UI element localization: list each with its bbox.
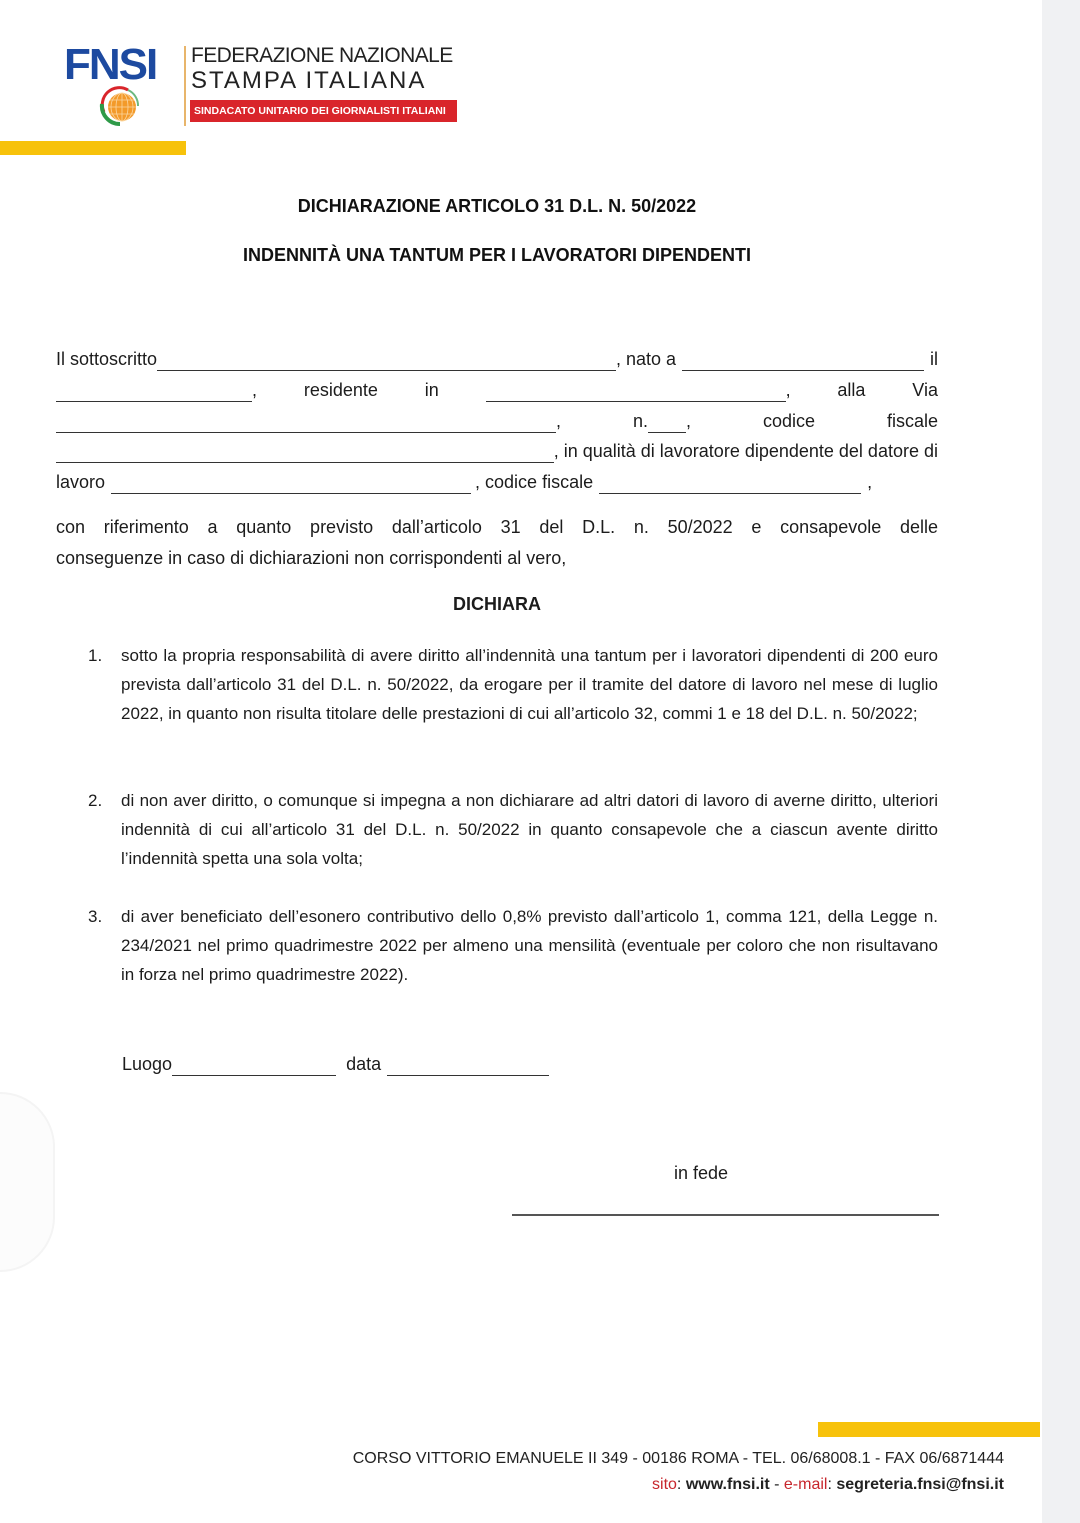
site-label: sito bbox=[652, 1476, 677, 1493]
data-label: data bbox=[346, 1054, 382, 1074]
data-field[interactable] bbox=[387, 1054, 549, 1076]
nato-label: , nato a bbox=[615, 349, 676, 369]
n-label: n. bbox=[632, 411, 648, 431]
comma: , bbox=[685, 411, 691, 431]
via-group bbox=[56, 409, 561, 433]
fiscale-label: fiscale bbox=[886, 411, 938, 431]
logo-tagline: SINDACATO UNITARIO DEI GIORNALISTI ITALIANI bbox=[190, 100, 457, 122]
alla-label: alla bbox=[837, 380, 866, 400]
item-text: sotto la propria responsabilità di avere diritto all’indennità una tantum per i lavoratori dipendenti di 200 euro prevista dall’articolo 31 del D.L. n. 50/2022, da erogare per il tramite del datore di lavoro nel mese di luglio 2022, in quanto non risulta titolare delle prestazioni di cui all’articolo 32, commi 1 e 18 del D.L. n. 50/2022; bbox=[121, 646, 938, 723]
colon: : bbox=[676, 1476, 686, 1493]
residente-label: residente bbox=[303, 380, 378, 400]
faint-overlay-shape bbox=[0, 1092, 55, 1272]
in-fede-label: in fede bbox=[674, 1163, 729, 1183]
document-subtitle: INDENNITÀ UNA TANTUM PER I LAVORATORI DIPENDENTI bbox=[243, 245, 751, 265]
luogo-data-row bbox=[122, 1046, 559, 1076]
preamble-line-1: con riferimento a quanto previsto dall’articolo 31 del D.L. n. 50/2022 e consapevole delle bbox=[56, 517, 938, 537]
header-accent-bar bbox=[0, 141, 186, 155]
sottoscritto-label: Il sottoscritto bbox=[56, 349, 158, 369]
comma: , bbox=[867, 472, 873, 492]
item-number: 2. bbox=[88, 791, 103, 810]
item-number: 1. bbox=[88, 646, 103, 665]
luogo-nascita-field[interactable] bbox=[682, 349, 924, 371]
viewer-side-strip bbox=[1042, 0, 1080, 1523]
logo-line2: STAMPA ITALIANA bbox=[191, 67, 427, 94]
data-nascita-field[interactable] bbox=[56, 380, 252, 402]
footer-separator: - bbox=[769, 1476, 784, 1493]
item-number: 3. bbox=[88, 907, 103, 926]
form-row-2 bbox=[56, 371, 938, 402]
fnsi-logo bbox=[64, 42, 464, 132]
il-label: il bbox=[930, 349, 938, 369]
codice-fiscale-field[interactable] bbox=[56, 441, 554, 463]
codice-fiscale-label: , codice fiscale bbox=[475, 472, 594, 492]
codice-fiscale-datore-field[interactable] bbox=[599, 472, 861, 494]
form-row-3 bbox=[56, 402, 938, 433]
email-link[interactable]: segreteria.fnsi@fnsi.it bbox=[836, 1476, 1004, 1493]
item-text: di aver beneficiato dell’esonero contributivo dello 0,8% previsto dall’articolo 1, comma 121, della Legge n. 234/2021 nel primo quadrimestre 2022 per almeno una mensilità (eventuale per coloro che non risultavano in forza nel primo quadrimestre 2022). bbox=[121, 907, 938, 984]
lavoro-label: lavoro bbox=[56, 472, 106, 492]
residenza-field[interactable] bbox=[486, 380, 786, 402]
via-field[interactable] bbox=[56, 411, 556, 433]
comma: , bbox=[556, 411, 562, 431]
logo-line1: FEDERAZIONE NAZIONALE bbox=[191, 44, 453, 67]
form-row-1 bbox=[56, 340, 938, 371]
signature-field[interactable] bbox=[512, 1200, 939, 1216]
codice-label: codice bbox=[762, 411, 815, 431]
item-text: di non aver diritto, o comunque si impegna a non dichiarare ad altri datori di lavoro di averne diritto, ulteriori indennità di cui all’articolo 31 del D.L. n. 50/2022 in quanto consapevole che a ciascun avente diritto l’indennità spetta una sola volta; bbox=[121, 791, 938, 868]
document-title: DICHIARAZIONE ARTICOLO 31 D.L. N. 50/2022 bbox=[297, 196, 697, 216]
nome-group bbox=[56, 347, 616, 371]
comma: , bbox=[785, 380, 791, 400]
dichiara-heading: DICHIARA bbox=[453, 594, 541, 614]
logo-divider bbox=[184, 46, 186, 126]
footer-accent-bar bbox=[818, 1422, 1040, 1437]
form-row-4 bbox=[56, 432, 938, 463]
colon: : bbox=[827, 1476, 837, 1493]
numero-civico-field[interactable] bbox=[648, 411, 686, 433]
in-label: in bbox=[424, 380, 439, 400]
preamble-line-2: conseguenze in caso di dichiarazioni non corrispondenti al vero, bbox=[56, 548, 567, 568]
luogo-field[interactable] bbox=[172, 1054, 336, 1076]
luogo-label: Luogo bbox=[122, 1054, 173, 1074]
residenza-group bbox=[486, 378, 791, 402]
numero-group bbox=[633, 409, 691, 433]
site-link[interactable]: www.fnsi.it bbox=[685, 1476, 770, 1493]
qualita-text: , in qualità di lavoratore dipendente del datore di bbox=[553, 441, 938, 461]
nome-field[interactable] bbox=[157, 349, 616, 371]
email-label: e-mail bbox=[783, 1476, 828, 1493]
declaration-item-1 bbox=[88, 641, 938, 728]
via-label: Via bbox=[912, 380, 938, 400]
data-nascita-group bbox=[56, 378, 257, 402]
footer-address: CORSO VITTORIO EMANUELE II 349 - 00186 ROMA - TEL. 06/68008.1 - FAX 06/6871444 bbox=[352, 1450, 1004, 1467]
form-row-5 bbox=[56, 463, 938, 494]
datore-lavoro-field[interactable] bbox=[111, 472, 471, 494]
logo-acronym: FNSI bbox=[64, 40, 157, 89]
declaration-item-2 bbox=[88, 786, 938, 873]
footer-contacts bbox=[652, 1476, 1004, 1494]
declaration-item-3 bbox=[88, 902, 938, 989]
comma: , bbox=[252, 380, 258, 400]
globe-icon bbox=[94, 82, 148, 126]
